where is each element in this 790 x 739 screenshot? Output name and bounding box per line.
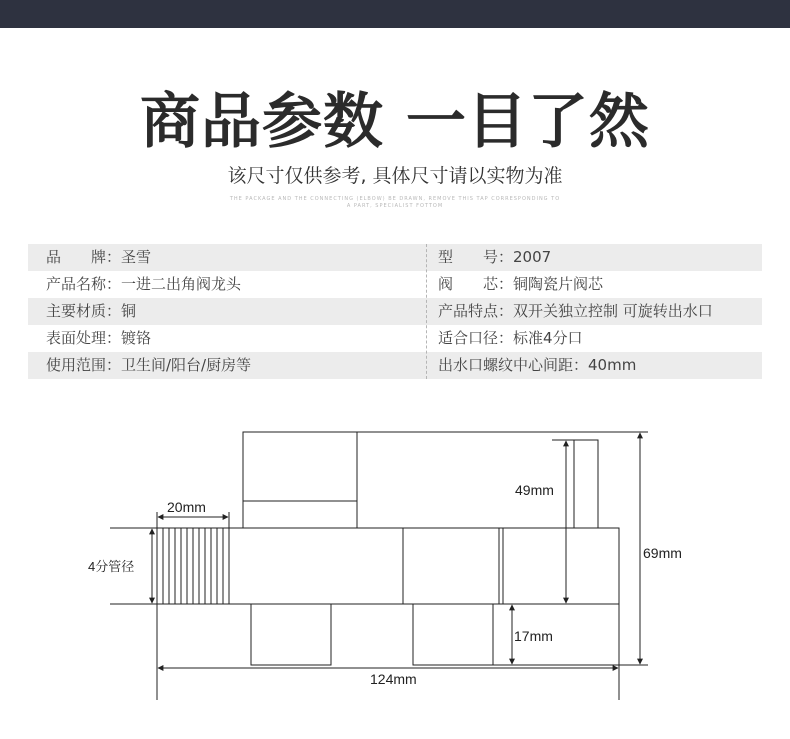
right-stem bbox=[574, 440, 598, 528]
spec-product-name: 产品名称：一进二出角阀龙头 bbox=[46, 275, 242, 293]
spec-valve-core: 阀 芯：铜陶瓷片阀芯 bbox=[438, 275, 604, 293]
page-subtitle: 该尺寸仅供参考, 具体尺寸请以实物为准 bbox=[227, 165, 563, 187]
fine-print-line-1: THE PACKAGE AND THE CONNECTING (ELBOW) BE DRAWN, REMOVE THIS TAP CORRESPONDING TO bbox=[229, 196, 561, 202]
spec-features: 产品特点：双开关独立控制 可旋转出水口 bbox=[438, 302, 713, 320]
label-upper-height: 49mm bbox=[515, 482, 554, 498]
spec-outlet-spacing: 出水口螺纹中心间距：40mm bbox=[438, 356, 637, 374]
spec-brand: 品 牌：圣雪 bbox=[46, 248, 152, 266]
outlet-left bbox=[251, 604, 331, 665]
spec-caliber: 适合口径：标准4分口 bbox=[438, 329, 583, 347]
main-body bbox=[229, 528, 619, 604]
spec-material: 主要材质：铜 bbox=[46, 302, 137, 320]
page-title: 商品参数 一目了然 bbox=[140, 87, 650, 157]
thread-lines bbox=[163, 528, 223, 604]
label-total-length: 124mm bbox=[370, 671, 417, 687]
label-outlet-height: 17mm bbox=[514, 628, 553, 644]
spec-surface: 表面处理：镀铬 bbox=[46, 329, 152, 347]
spec-model: 型 号：2007 bbox=[438, 248, 552, 266]
label-pipe-size: 4分管径 bbox=[88, 559, 135, 574]
upper-valve-block bbox=[243, 432, 357, 528]
label-total-height: 69mm bbox=[643, 545, 682, 561]
label-thread-length: 20mm bbox=[167, 499, 206, 515]
fine-print-line-2: A PART, SPECIALIST FOTTOM bbox=[346, 203, 444, 209]
spec-usage: 使用范围：卫生间/阳台/厨房等 bbox=[46, 356, 252, 374]
outlet-right bbox=[413, 604, 493, 665]
